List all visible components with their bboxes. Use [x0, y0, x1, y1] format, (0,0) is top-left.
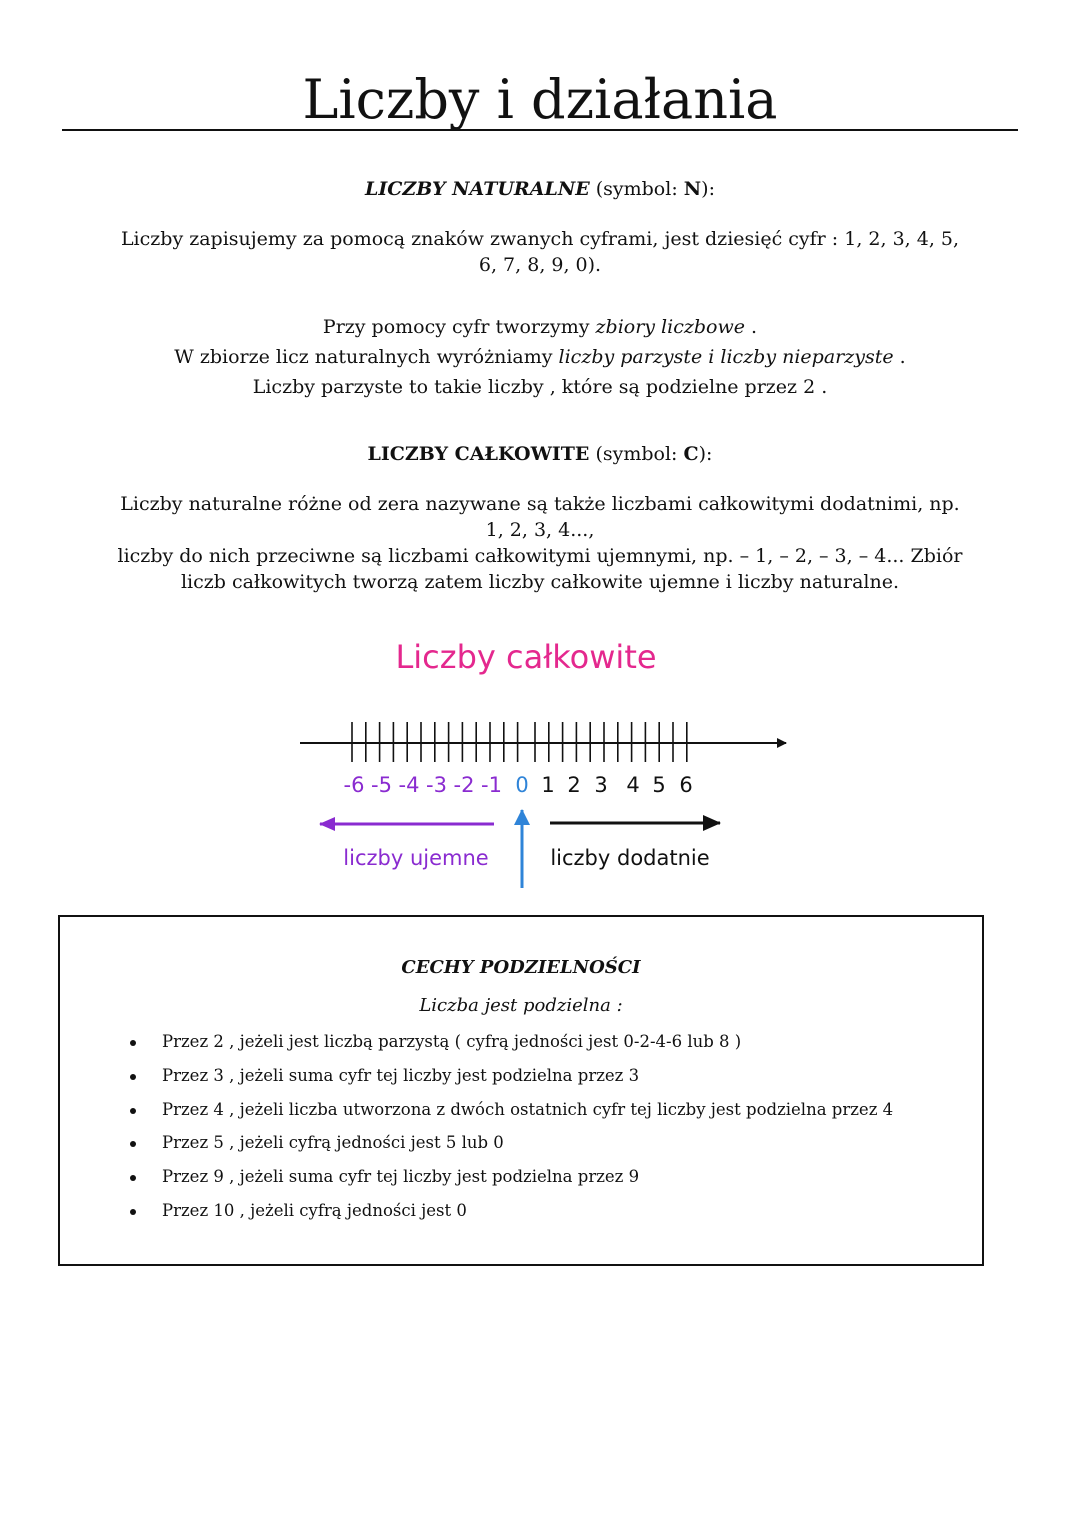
heading-symbol-prefix: (symbol: — [595, 443, 684, 465]
tick-labels — [344, 773, 693, 797]
text-run: W zbiorze licz naturalnych wyróżniamy — [174, 346, 559, 368]
paragraph-line — [70, 342, 1010, 372]
title-underline — [62, 129, 1018, 131]
number-line-diagram — [290, 630, 800, 900]
paragraph-line: liczby do nich przeciwne są liczbami całkowitymi ujemnymi, np. – 1, – 2, – 3, – 4... Zbiór — [117, 545, 963, 567]
bullet-icon — [130, 1175, 136, 1181]
tick-label: -4 — [398, 773, 420, 797]
paragraph-line: Liczby naturalne różne od zera nazywane są także liczbami całkowitymi dodatnimi, np. — [120, 493, 960, 515]
heading-name: LICZBY CAŁKOWITE — [367, 443, 590, 465]
list-item — [120, 1063, 893, 1097]
term-parzyste-nieparzyste: liczby parzyste i liczby nieparzyste — [558, 346, 894, 368]
heading-symbol: C — [683, 443, 699, 465]
bullet-icon — [130, 1108, 136, 1114]
section-heading-calkowite — [0, 441, 1080, 467]
tick-label: -5 — [371, 773, 392, 797]
bullet-icon — [130, 1074, 136, 1080]
text-run: Przy pomocy cyfr tworzymy — [322, 316, 596, 338]
rule-text: Przez 10 , jeżeli cyfrą jedności jest 0 — [162, 1200, 467, 1220]
paragraph-line: 1, 2, 3, 4..., — [485, 519, 595, 541]
paragraph-calkowite — [60, 491, 1020, 595]
paragraph-zbiory — [70, 312, 1010, 402]
rule-text: Przez 9 , jeżeli suma cyfr tej liczby jest podzielna przez 9 — [162, 1167, 640, 1187]
tick-label: -3 — [426, 773, 447, 797]
tick-label: 2 — [567, 773, 581, 797]
tick-label: -2 — [453, 773, 475, 797]
term-zbiory-liczbowe: zbiory liczbowe — [595, 316, 745, 338]
paragraph-line: Liczby zapisujemy za pomocą znaków zwanych cyframi, jest dziesięć cyfr : 1, 2, 3, 4, 5, — [120, 228, 960, 250]
section-heading-naturalne — [0, 176, 1080, 202]
tick-label: 0 — [515, 773, 529, 797]
list-item — [120, 1029, 893, 1063]
diagram-title: Liczby całkowite — [395, 638, 657, 676]
list-item — [120, 1130, 893, 1164]
page-title: Liczby i działania — [302, 68, 778, 131]
positive-caption: liczby dodatnie — [550, 846, 710, 870]
paragraph-cyfry — [70, 226, 1010, 278]
heading-symbol: N — [683, 178, 702, 200]
heading-symbol-prefix: (symbol: — [595, 178, 684, 200]
divisibility-rules-list — [120, 1029, 893, 1232]
paragraph-line: 6, 7, 8, 9, 0). — [478, 254, 602, 276]
rule-text: Przez 5 , jeżeli cyfrą jedności jest 5 lub 0 — [162, 1133, 504, 1153]
bullet-icon — [130, 1141, 136, 1147]
paragraph-line: liczb całkowitych tworzą zatem liczby całkowite ujemne i liczby naturalne. — [180, 571, 900, 593]
number-line-svg — [290, 630, 800, 900]
tick-label: 6 — [679, 773, 693, 797]
tick-label: -1 — [481, 773, 502, 797]
tick-label: -6 — [343, 773, 365, 797]
tick-label: 5 — [652, 773, 666, 797]
divisibility-box — [58, 915, 984, 1266]
box-subheading: Liczba jest podzielna : — [419, 995, 623, 1016]
rule-text: Przez 3 , jeżeli suma cyfr tej liczby jest podzielna przez 3 — [162, 1065, 640, 1085]
heading-symbol-suffix: ): — [701, 178, 715, 200]
tick-label: 4 — [626, 773, 640, 797]
bullet-icon — [130, 1209, 136, 1215]
list-item — [120, 1198, 893, 1232]
heading-name: LICZBY NATURALNE — [365, 178, 590, 200]
list-item — [120, 1097, 893, 1131]
bullet-icon — [130, 1040, 136, 1046]
negative-caption: liczby ujemne — [343, 846, 489, 870]
box-heading: CECHY PODZIELNOŚCI — [401, 957, 641, 978]
rule-text: Przez 2 , jeżeli jest liczbą parzystą ( cyfrą jedności jest 0-2-4-6 lub 8 ) — [162, 1032, 742, 1051]
paragraph-line: Liczby parzyste to takie liczby , które są podzielne przez 2 . — [252, 376, 828, 398]
text-run: . — [744, 316, 758, 338]
paragraph-line — [70, 312, 1010, 342]
list-item — [120, 1164, 893, 1198]
tick-label: 3 — [594, 773, 608, 797]
heading-symbol-suffix: ): — [698, 443, 713, 465]
tick-label: 1 — [541, 773, 555, 797]
rule-text: Przez 4 , jeżeli liczba utworzona z dwóch ostatnich cyfr tej liczby jest podzielna przez 4 — [162, 1099, 894, 1119]
text-run: . — [893, 346, 906, 368]
